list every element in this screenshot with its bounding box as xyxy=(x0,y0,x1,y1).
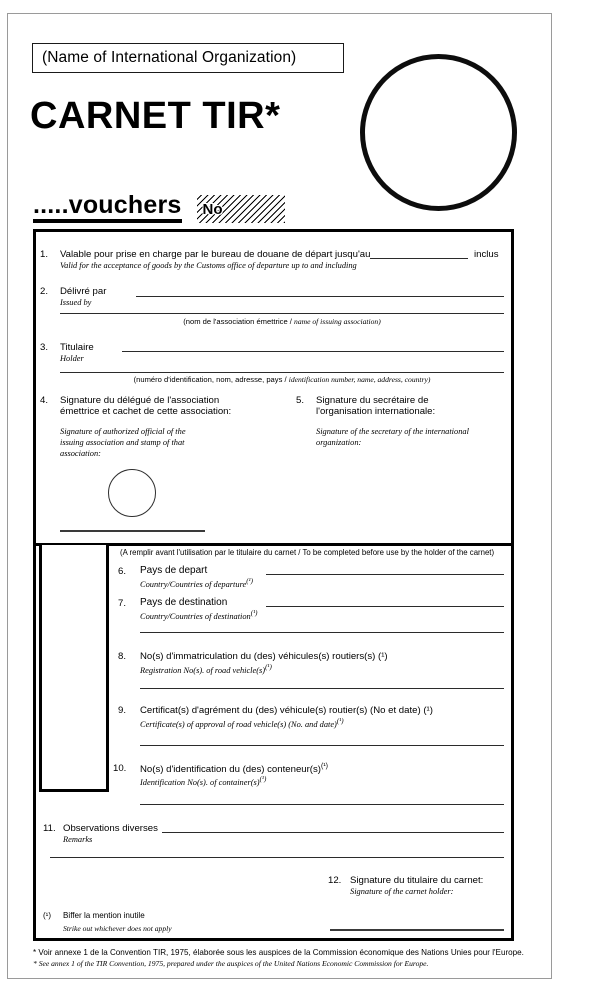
mid-section-instruction: (A remplir avant l'utilisation par le titulaire du carnet / To be completed before use by the holder of the carnet) xyxy=(120,548,495,557)
field-4-signature-rule[interactable] xyxy=(60,530,205,532)
field-1-number: 1. xyxy=(40,249,49,260)
inner-footnote-en: Strike out whichever does not apply xyxy=(63,924,172,933)
field-5-label-fr-line2: l'organisation internationale: xyxy=(316,406,436,417)
mid-vertical-separator xyxy=(106,545,109,792)
field-4-label-en-line1: Signature of authorized official of the xyxy=(60,427,186,436)
field-10-footmark-en: (¹) xyxy=(259,775,267,783)
field-9-label-en xyxy=(140,717,344,731)
field-12-label-fr: Signature du titulaire du carnet: xyxy=(350,875,484,886)
field-11-number: 11. xyxy=(43,823,56,834)
field-7-footmark: (¹) xyxy=(250,609,258,617)
carnet-number-label: No xyxy=(202,200,223,218)
field-5-number: 5. xyxy=(296,395,305,406)
association-stamp-circle xyxy=(108,469,156,517)
field-9-footmark: (¹) xyxy=(336,717,344,725)
field-3-input-rule-2[interactable] xyxy=(60,372,504,373)
field-2-label-fr: Délivré par xyxy=(60,286,107,297)
field-7-input-rule-2[interactable] xyxy=(140,632,504,633)
field-3-caption-fr: (numéro d'identification, nom, adresse, pays / xyxy=(133,375,287,384)
field-3-number: 3. xyxy=(40,342,49,353)
field-10-footmark-fr: (¹) xyxy=(321,763,328,770)
field-11-input-rule-2[interactable] xyxy=(50,857,504,858)
field-11-input-rule[interactable] xyxy=(162,832,504,833)
inner-footnote-fr: Biffer la mention inutile xyxy=(63,911,145,920)
organization-name-text: (Name of International Organization) xyxy=(42,49,297,66)
organization-name-box[interactable] xyxy=(32,43,344,73)
field-1-trailing-text: inclus xyxy=(474,249,499,260)
field-8-number: 8. xyxy=(118,651,127,662)
field-4-number: 4. xyxy=(40,395,49,406)
field-4-label-fr-line1: Signature du délégué de l'association xyxy=(60,395,220,406)
field-8-label-en-text: Registration No(s). of road vehicle(s) xyxy=(140,665,266,675)
field-3-input-rule[interactable] xyxy=(122,351,504,352)
field-2-input-rule-2[interactable] xyxy=(60,313,504,314)
field-7-label-en xyxy=(140,609,258,623)
carnet-number-hatched-box[interactable] xyxy=(197,195,285,223)
vouchers-label: .....vouchers xyxy=(33,192,182,223)
field-12-label-en: Signature of the carnet holder: xyxy=(350,887,454,896)
field-5-label-fr-line1: Signature du secrétaire de xyxy=(316,395,429,406)
field-6-number: 6. xyxy=(118,566,127,577)
bottom-footnote-fr: * Voir annexe 1 de la Convention TIR, 1975, élaborée sous les auspices de la Commission économique des Nations Unies pour l'Europe. xyxy=(33,948,524,957)
inner-footnote-mark: (¹) xyxy=(43,911,51,920)
field-4-label-fr-line2: émettrice et cachet de cette association: xyxy=(60,406,232,417)
field-3-label-en: Holder xyxy=(60,354,84,363)
field-3-caption xyxy=(60,375,504,384)
field-9-number: 9. xyxy=(118,705,127,716)
field-9-label-fr: Certificat(s) d'agrément du (des) véhicule(s) routier(s) (No et date) (¹) xyxy=(140,705,433,716)
field-10-input-rule[interactable] xyxy=(140,804,504,805)
field-2-caption-en: name of issuing association) xyxy=(294,317,381,326)
field-11-label-fr: Observations diverses xyxy=(63,823,158,834)
field-8-footmark: (¹) xyxy=(265,663,272,671)
field-10-number: 10. xyxy=(113,763,127,774)
field-5-label-en-line1: Signature of the secretary of the international xyxy=(316,427,469,436)
field-4-label-en-line2: issuing association and stamp of that xyxy=(60,438,185,447)
field-7-label-fr: Pays de destination xyxy=(140,597,228,608)
field-3-label-fr: Titulaire xyxy=(60,342,94,353)
field-10-label-en xyxy=(140,775,266,789)
field-6-footmark: (¹) xyxy=(246,577,254,585)
field-7-label-en-text: Country/Countries of destination xyxy=(140,611,251,621)
field-10-label-en-text: Identification No(s). of container(s) xyxy=(140,777,260,787)
field-8-label-fr: No(s) d'immatriculation du (des) véhicules(s) routiers(s) (¹) xyxy=(140,651,388,662)
field-2-input-rule[interactable] xyxy=(136,296,504,297)
field-6-input-rule[interactable] xyxy=(266,574,504,575)
field-2-number: 2. xyxy=(40,286,49,297)
field-1-input-rule[interactable] xyxy=(370,258,468,259)
field-7-number: 7. xyxy=(118,598,127,609)
field-12-number: 12. xyxy=(328,875,342,886)
field-1-label-fr: Valable pour prise en charge par le bureau de douane de départ jusqu'au xyxy=(60,249,371,260)
field-6-label-en xyxy=(140,577,253,591)
field-8-label-en xyxy=(140,663,272,677)
field-12-signature-rule[interactable] xyxy=(330,929,504,931)
field-6-label-en-text: Country/Countries of departure xyxy=(140,579,247,589)
field-11-label-en: Remarks xyxy=(63,835,93,844)
field-5-label-en-line2: organization: xyxy=(316,438,362,447)
field-9-label-en-text: Certificate(s) of approval of road vehicle(s) (No. and date) xyxy=(140,719,337,729)
field-1-label-en: Valid for the acceptance of goods by the Customs office of departure up to and including xyxy=(60,261,357,270)
field-6-label-fr: Pays de depart xyxy=(140,565,208,576)
field-9-input-rule[interactable] xyxy=(140,745,504,746)
page-title: CARNET TIR* xyxy=(30,95,281,137)
field-7-input-rule[interactable] xyxy=(266,606,504,607)
field-2-label-en: Issued by xyxy=(60,298,92,307)
field-2-caption xyxy=(60,317,504,326)
field-8-input-rule[interactable] xyxy=(140,688,504,689)
field-10-label-fr-text: No(s) d'identification du (des) conteneur(s) xyxy=(140,764,321,776)
left-blank-column-box xyxy=(39,545,109,792)
bottom-footnote-en: * See annex 1 of the TIR Convention, 1975, prepared under the auspices of the United Nations Economic Commission for Europe. xyxy=(33,959,429,968)
organization-stamp-circle xyxy=(360,54,517,211)
field-4-label-en-line3: association: xyxy=(60,449,101,458)
vouchers-line xyxy=(33,192,285,223)
field-3-caption-en: identification number, name, address, country) xyxy=(288,375,431,384)
field-2-caption-fr: (nom de l'association émettrice / xyxy=(183,317,292,326)
